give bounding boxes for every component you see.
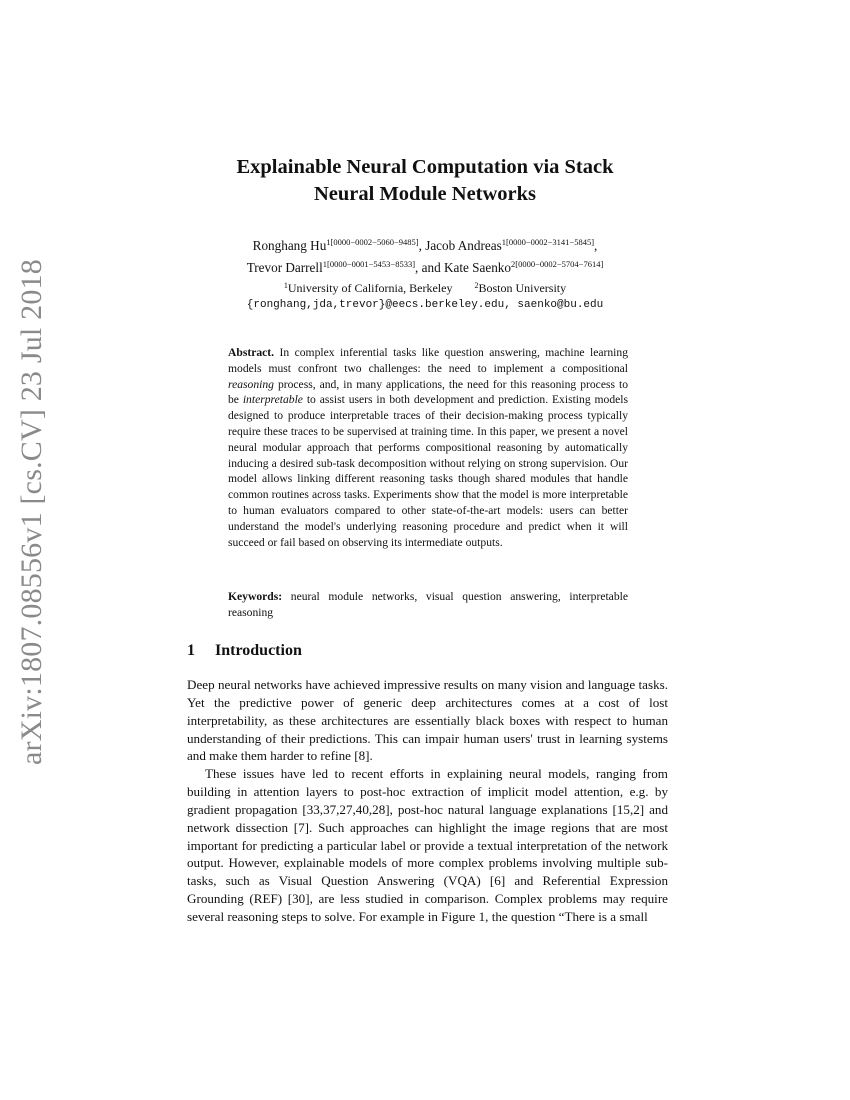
author-separator: , and xyxy=(415,260,444,275)
abstract-text: In complex inferential tasks like question answering, machine learning models must confront two challenges: the need to implement a compositional xyxy=(228,346,628,375)
author-orcid: 1[0000−0002−5060−9485] xyxy=(326,237,419,247)
introduction-body xyxy=(187,676,668,926)
section-number: 1 xyxy=(187,642,195,659)
body-paragraph: These issues have led to recent efforts in explaining neural models, ranging from building in attention layers to post-hoc extraction of implicit model attention, e.g. by gradient propagation [33,37,27,40,28], post-hoc natural language explanations [15,2] and network dissection [7]. Such approaches can highlight the image regions that are most important for predicting a particular label or provide a textual interpretation of the network output. However, explainable models of more complex problems involving multiple sub-tasks, such as Visual Question Answering (VQA) [6] and Referential Expression Grounding (REF) [30], are less studied in comparison. Complex problems may require several reasoning steps to solve. For example in Figure 1, the question “There is a small xyxy=(187,766,668,924)
author-orcid: 2[0000−0002−5704−7614] xyxy=(511,259,604,269)
body-paragraph: Deep neural networks have achieved impressive results on many vision and language tasks. Yet the predictive power of generic deep architectures comes at a cost of lost interpretability, as these architectures are essentially black boxes with respect to human understanding of their predictions. This can impair human users' trust in learning systems and make them harder to refine [8]. xyxy=(187,677,668,764)
affiliation-marker: 1 xyxy=(283,281,288,290)
keywords-label: Keywords: xyxy=(228,590,283,603)
section-heading-introduction xyxy=(187,642,667,660)
paper-title-line-2: Neural Module Networks xyxy=(313,183,537,205)
author-orcid: 1[0000−0001−5453−8533] xyxy=(322,259,416,269)
paper-title-line-1: Explainable Neural Computation via Stack xyxy=(236,156,614,178)
affiliation-name: Boston University xyxy=(478,281,567,295)
affiliation-marker: 2 xyxy=(474,281,479,290)
section-title: Introduction xyxy=(215,642,302,659)
arxiv-identifier-text: arXiv:1807.08556v1 [cs.CV] 23 Jul 2018 xyxy=(15,259,48,765)
author-separator: , xyxy=(594,238,598,253)
abstract-label: Abstract. xyxy=(228,346,275,359)
paper-title xyxy=(150,154,700,208)
author-separator: , xyxy=(418,238,426,253)
author-name: Kate Saenko xyxy=(443,260,511,275)
author-orcid: 1[0000−0002−3141−5845] xyxy=(501,237,595,247)
keywords-text: neural module networks, visual question answering, interpretable reasoning xyxy=(228,590,628,619)
affiliations xyxy=(170,281,680,311)
abstract-text: to assist users in both development and prediction. Existing models designed to produce interpretable traces of their decision-making process typically require these traces to be supervised at training time. In this paper, we present a novel neural modular approach that performs compositional reasoning by automatically inducing a desired sub-task decomposition without relying on strong supervision. Our model allows linking different reasoning tasks though shared modules that handle common routines across tasks. Experiments show that the model is more interpretable to human evaluators compared to other state-of-the-art models: users can better understand the model's underlying reasoning procedure and predict when it will succeed or fail based on observing its intermediate outputs. xyxy=(228,393,628,549)
abstract-text: process, and, in many applications, the need for this reasoning process to be xyxy=(228,377,628,407)
author-list xyxy=(170,233,680,277)
author-name: Ronghang Hu xyxy=(252,238,327,253)
keywords xyxy=(228,589,628,621)
abstract xyxy=(228,345,628,550)
arxiv-identifier-stamp xyxy=(12,259,52,765)
abstract-emphasis: interpretable xyxy=(242,393,303,407)
author-name: Jacob Andreas xyxy=(425,238,502,253)
affiliation-name: University of California, Berkeley xyxy=(287,281,453,295)
abstract-emphasis: reasoning xyxy=(228,377,274,391)
author-name: Trevor Darrell xyxy=(246,260,323,275)
author-emails: {ronghang,jda,trevor}@eecs.berkeley.edu, saenko@bu.edu xyxy=(246,299,604,311)
